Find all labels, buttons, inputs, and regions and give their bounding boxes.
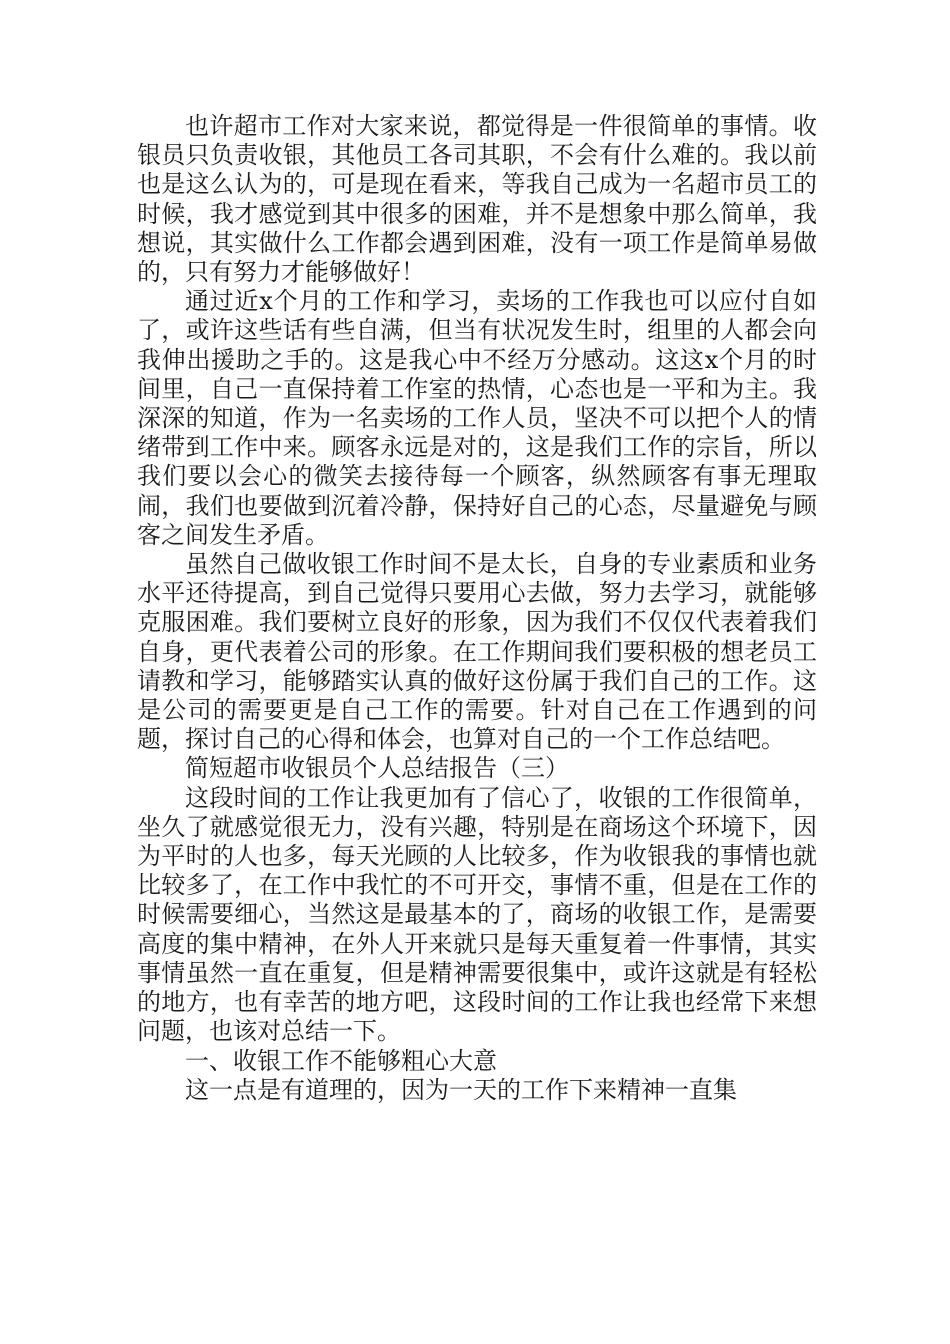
document-page (137, 112, 817, 1105)
section-paragraph: 这段时间的工作让我更加有了信心了，收银的工作很简单，坐久了就感觉很无力，没有兴趣，特别是在商场这个环境下，因为平时的人也多，每天光顾的人比较多，作为收银我的事情也就比较多了，在工作中我忙的不可开交，事情不重，但是在工作的时候需要细心，当然这是最基本的了，商场的收银工作，是需要高度的集中精神，在外人开来就只是每天重复着一件事情，其实事情虽然一直在重复，但是精神需要很集中，或许这就是有轻松的地方，也有幸苦的地方吧，这段时间的工作让我也经常下来想问题，也该对总结一下。 (137, 783, 817, 1046)
subheading: 一、收银工作不能够粗心大意 (185, 1046, 497, 1075)
section-title: 简短超市收银员个人总结报告（三） (185, 754, 569, 783)
last-paragraph: 这一点是有道理的，因为一天的工作下来精神一直集 (185, 1075, 737, 1104)
body-paragraph-3: 虽然自己做收银工作时间不是太长，自身的专业素质和业务水平还待提高，到自己觉得只要用心去做，努力去学习，就能够克服困难。我们要树立良好的形象，因为我们不仅仅代表着我们自身，更代表着公司的形象。在工作期间我们要积极的想老员工请教和学习，能够踏实认真的做好这份属于我们自己的工作。这是公司的需要更是自己工作的需要。针对自己在工作遇到的问题，探讨自己的心得和体会，也算对自己的一个工作总结吧。 (137, 550, 817, 754)
body-paragraph-1: 也许超市工作对大家来说，都觉得是一件很简单的事情。收银员只负责收银，其他员工各司其职，不会有什么难的。我以前也是这么认为的，可是现在看来，等我自己成为一名超市员工的时候，我才感觉到其中很多的困难，并不是想象中那么简单，我想说，其实做什么工作都会遇到困难，没有一项工作是简单易做的，只有努力才能够做好！ (137, 112, 817, 287)
body-paragraph-2: 通过近x个月的工作和学习，卖场的工作我也可以应付自如了，或许这些话有些自满，但当有状况发生时，组里的人都会向我伸出援助之手的。这是我心中不经万分感动。这这x个月的时间里，自己一直保持着工作室的热情，心态也是一平和为主。我深深的知道，作为一名卖场的工作人员，坚决不可以把个人的情绪带到工作中来。顾客永远是对的，这是我们工作的宗旨，所以我们要以会心的微笑去接待每一个顾客，纵然顾客有事无理取闹，我们也要做到沉着冷静，保持好自己的心态，尽量避免与顾客之间发生矛盾。 (137, 287, 817, 549)
